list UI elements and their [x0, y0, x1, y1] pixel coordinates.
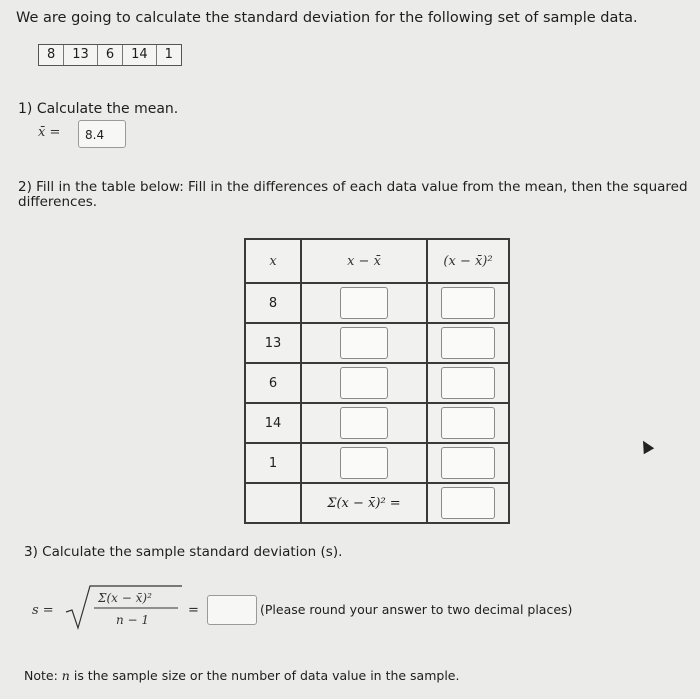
- sum-squared-input[interactable]: [441, 487, 495, 519]
- data-value: 14: [123, 45, 157, 65]
- empty-cell: [245, 483, 301, 523]
- deviation-input[interactable]: [340, 287, 388, 319]
- squared-deviation-input[interactable]: [441, 287, 495, 319]
- question-3-label: 3) Calculate the sample standard deviation (s).: [24, 544, 343, 560]
- x-value: 1: [245, 443, 301, 483]
- x-value: 13: [245, 323, 301, 363]
- denominator: n − 1: [116, 613, 150, 627]
- equals-sign: =: [188, 603, 199, 618]
- mean-symbol: x̄ =: [38, 125, 61, 140]
- deviation-input[interactable]: [340, 367, 388, 399]
- x-value: 8: [245, 283, 301, 323]
- note-text: is the sample size or the number of data value in the sample.: [73, 668, 460, 683]
- sample-size-note: [24, 668, 459, 683]
- squared-deviation-input[interactable]: [441, 327, 495, 359]
- header-x: x: [245, 239, 301, 283]
- x-value: 6: [245, 363, 301, 403]
- sd-answer-input[interactable]: [207, 595, 257, 625]
- s-symbol: s =: [32, 603, 54, 618]
- note-prefix: Note:: [24, 668, 58, 683]
- sd-formula-graphic: [32, 582, 202, 636]
- data-value: 6: [98, 45, 123, 65]
- rounding-note: (Please round your answer to two decimal places): [260, 602, 573, 617]
- deviation-table: [244, 238, 510, 524]
- squared-deviation-input[interactable]: [441, 407, 495, 439]
- mean-input[interactable]: 8.4: [78, 120, 126, 148]
- note-variable: n: [61, 668, 70, 683]
- data-value: 8: [39, 45, 64, 65]
- numerator: Σ(x − x̄)²: [98, 591, 152, 605]
- deviation-input[interactable]: [340, 407, 388, 439]
- data-value: 1: [164, 47, 173, 62]
- question-2-label: 2) Fill in the table below: Fill in the differences of each data value from the mean, then the squared differences.: [18, 179, 688, 210]
- data-value: 13: [64, 45, 98, 65]
- mouse-cursor-icon: [638, 438, 654, 454]
- squared-deviation-input[interactable]: [441, 367, 495, 399]
- intro-text: We are going to calculate the standard deviation for the following set of sample data.: [16, 10, 638, 26]
- deviation-input[interactable]: [340, 327, 388, 359]
- deviation-input[interactable]: [340, 447, 388, 479]
- x-value: 14: [245, 403, 301, 443]
- sample-data-row: [38, 44, 182, 66]
- header-squared-deviation: (x − x̄)²: [427, 239, 509, 283]
- squared-deviation-input[interactable]: [441, 447, 495, 479]
- question-1-label: 1) Calculate the mean.: [18, 101, 179, 117]
- header-deviation: x − x̄: [301, 239, 427, 283]
- sum-label: Σ(x − x̄)² =: [301, 483, 427, 523]
- sd-formula: [32, 582, 202, 640]
